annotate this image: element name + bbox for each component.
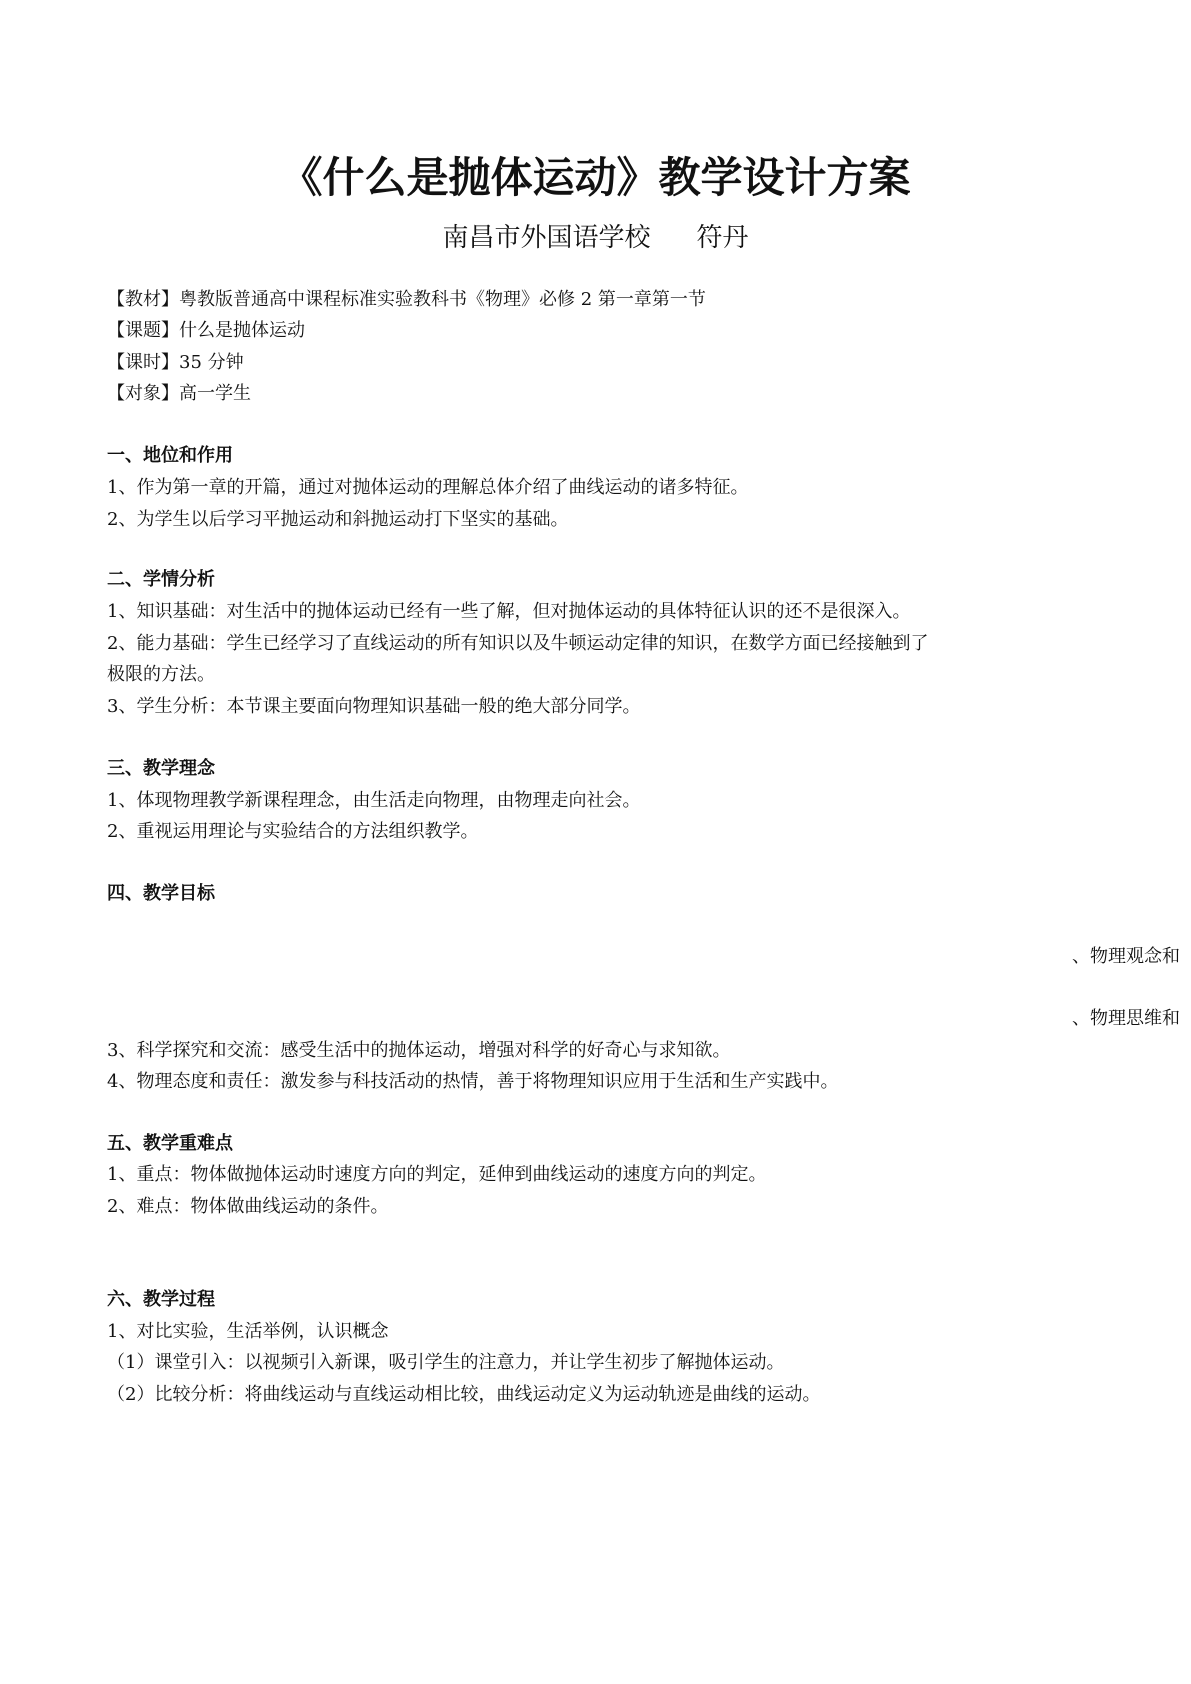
- section-item: 1、作为第一章的开篇，通过对抛体运动的理解总体介绍了曲线运动的诸多特征。: [107, 477, 749, 498]
- section-item: 2、重视运用理论与实验结合的方法组织教学。: [107, 821, 479, 842]
- section-item: 4、物理态度和责任：激发参与科技活动的热情，善于将物理知识应用于生活和生产实践中。: [107, 1071, 839, 1092]
- author-name: 符丹: [696, 223, 749, 253]
- section-item: 1、对比实验，生活举例，认识概念: [107, 1321, 389, 1342]
- section-item: 1、体现物理教学新课程理念，由生活走向物理，由物理走向社会。: [107, 790, 641, 811]
- meta-topic: 【课题】什么是抛体运动: [107, 320, 305, 341]
- section-item-truncated: 、物理思维和: [1072, 1008, 1180, 1029]
- meta-audience: 【对象】高一学生: [107, 383, 251, 404]
- section-heading-philosophy: 三、教学理念: [107, 758, 215, 779]
- meta-duration: 【课时】35 分钟: [107, 352, 244, 373]
- section-item-truncated: 、物理观念和: [1072, 946, 1180, 967]
- section-item: 1、知识基础：对生活中的抛体运动已经有一些了解，但对抛体运动的具体特征认识的还不是很深入。: [107, 601, 911, 622]
- author-line: [0, 218, 1191, 258]
- section-item: 2、难点：物体做曲线运动的条件。: [107, 1196, 389, 1217]
- author-school: 南昌市外国语学校: [442, 223, 651, 253]
- section-item: 3、科学探究和交流：感受生活中的抛体运动，增强对科学的好奇心与求知欲。: [107, 1040, 731, 1061]
- section-item: 2、为学生以后学习平抛运动和斜抛运动打下坚实的基础。: [107, 509, 569, 530]
- section-item: 1、重点：物体做抛体运动时速度方向的判定，延伸到曲线运动的速度方向的判定。: [107, 1164, 767, 1185]
- section-heading-objectives: 四、教学目标: [107, 883, 215, 904]
- section-heading-position: 一、地位和作用: [107, 445, 233, 466]
- section-item: 极限的方法。: [107, 664, 215, 685]
- section-item: （2）比较分析：将曲线运动与直线运动相比较，曲线运动定义为运动轨迹是曲线的运动。: [107, 1384, 821, 1405]
- section-item: （1）课堂引入：以视频引入新课，吸引学生的注意力，并让学生初步了解抛体运动。: [107, 1352, 785, 1373]
- section-item: 2、能力基础：学生已经学习了直线运动的所有知识以及牛顿运动定律的知识，在数学方面已经接触到了: [107, 633, 929, 654]
- section-item: 3、学生分析：本节课主要面向物理知识基础一般的绝大部分同学。: [107, 696, 641, 717]
- section-heading-key-points: 五、教学重难点: [107, 1133, 233, 1154]
- section-heading-analysis: 二、学情分析: [107, 569, 215, 590]
- section-heading-process: 六、教学过程: [107, 1289, 215, 1310]
- meta-textbook: 【教材】粤教版普通高中课程标准实验教科书《物理》必修 2 第一章第一节: [107, 289, 706, 310]
- document-title: 《什么是抛体运动》教学设计方案: [280, 153, 911, 202]
